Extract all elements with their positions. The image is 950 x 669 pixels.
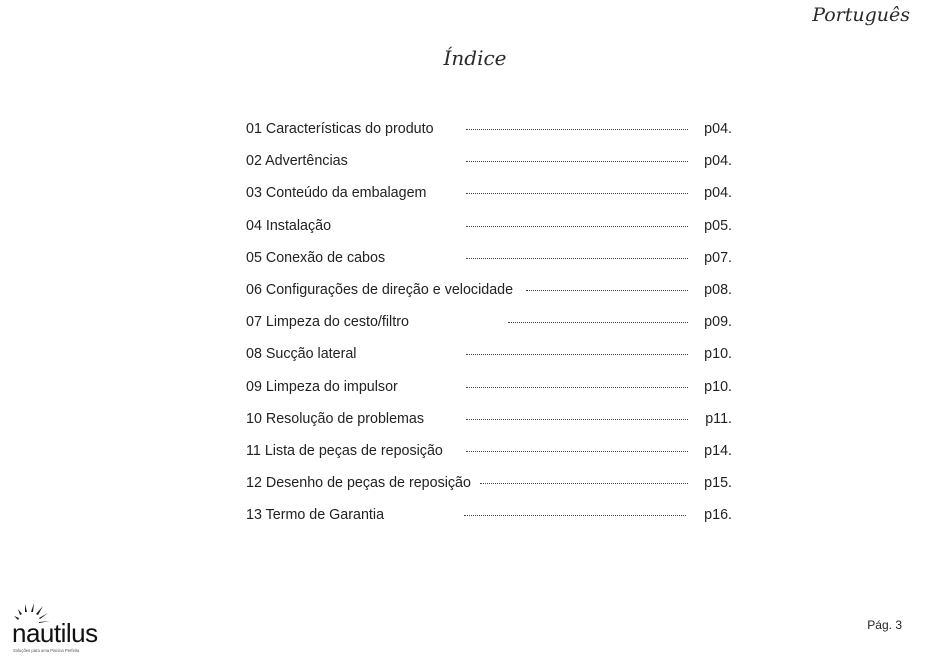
toc-entry-label: 12 Desenho de peças de reposição — [246, 475, 471, 492]
toc-entry[interactable] — [246, 343, 734, 375]
toc-entry-label: 04 Instalação — [246, 217, 332, 234]
language-label: Português — [812, 4, 910, 26]
toc-entry-label: 01 Características do produto — [246, 121, 434, 137]
brand-tagline: Soluções para uma Piscina Perfeita — [13, 648, 80, 653]
toc-entry-page: p09. — [704, 314, 732, 331]
toc-entry[interactable] — [246, 279, 734, 311]
toc-entry[interactable] — [246, 311, 734, 343]
toc-entry-label: 09 Limpeza do impulsor — [246, 378, 398, 395]
toc-entry[interactable] — [246, 472, 734, 504]
toc-entry[interactable] — [246, 118, 734, 150]
toc-entry[interactable] — [246, 376, 734, 408]
toc-entry-label: 08 Sucção lateral — [246, 346, 357, 363]
toc-entry-page: p11. — [705, 410, 732, 427]
toc-leader-dots — [464, 515, 686, 516]
page-number: Pág. 3 — [867, 618, 902, 632]
page-title: Índice — [443, 46, 507, 70]
toc-leader-dots — [508, 322, 688, 323]
toc-leader-dots — [480, 483, 688, 484]
toc-leader-dots — [466, 193, 688, 194]
table-of-contents — [246, 118, 734, 536]
toc-entry-page: p14. — [704, 442, 732, 459]
toc-entry[interactable] — [246, 408, 734, 440]
toc-entry-label: 11 Lista de peças de reposição — [246, 442, 443, 459]
toc-leader-dots — [466, 354, 688, 355]
toc-entry[interactable] — [246, 215, 734, 247]
toc-leader-dots — [466, 161, 688, 162]
toc-entry[interactable] — [246, 150, 734, 182]
toc-entry-page: p08. — [704, 281, 732, 298]
toc-entry-label: 03 Conteúdo da embalagem — [246, 185, 427, 202]
toc-leader-dots — [526, 290, 688, 291]
toc-entry-page: p07. — [704, 249, 732, 266]
toc-entry-label: 10 Resolução de problemas — [246, 410, 425, 427]
nautilus-logo — [12, 600, 98, 660]
toc-entry-page: p10. — [704, 346, 732, 363]
toc-leader-dots — [466, 258, 688, 259]
toc-entry-page: p04. — [704, 185, 732, 202]
toc-entry[interactable] — [246, 182, 734, 214]
toc-entry-page: p05. — [704, 217, 732, 234]
toc-entry-page: p04. — [704, 153, 732, 170]
toc-leader-dots — [466, 129, 688, 130]
brand-wordmark: nautilus — [12, 618, 98, 648]
toc-entry-page: p04. — [704, 121, 732, 137]
toc-leader-dots — [466, 451, 688, 452]
toc-entry[interactable] — [246, 504, 734, 536]
toc-leader-dots — [466, 226, 688, 227]
toc-leader-dots — [466, 387, 688, 388]
toc-entry-label: 02 Advertências — [246, 153, 348, 170]
toc-entry[interactable] — [246, 247, 734, 279]
toc-entry-page: p15. — [704, 475, 732, 492]
toc-entry-page: p16. — [704, 507, 732, 524]
toc-entry[interactable] — [246, 440, 734, 472]
toc-entry-label: 05 Conexão de cabos — [246, 249, 386, 266]
toc-entry-label: 13 Termo de Garantia — [246, 507, 385, 524]
toc-entry-page: p10. — [704, 378, 732, 395]
toc-leader-dots — [466, 419, 688, 420]
toc-entry-label: 06 Configurações de direção e velocidade — [246, 281, 514, 298]
toc-entry-label: 07 Limpeza do cesto/filtro — [246, 314, 409, 331]
